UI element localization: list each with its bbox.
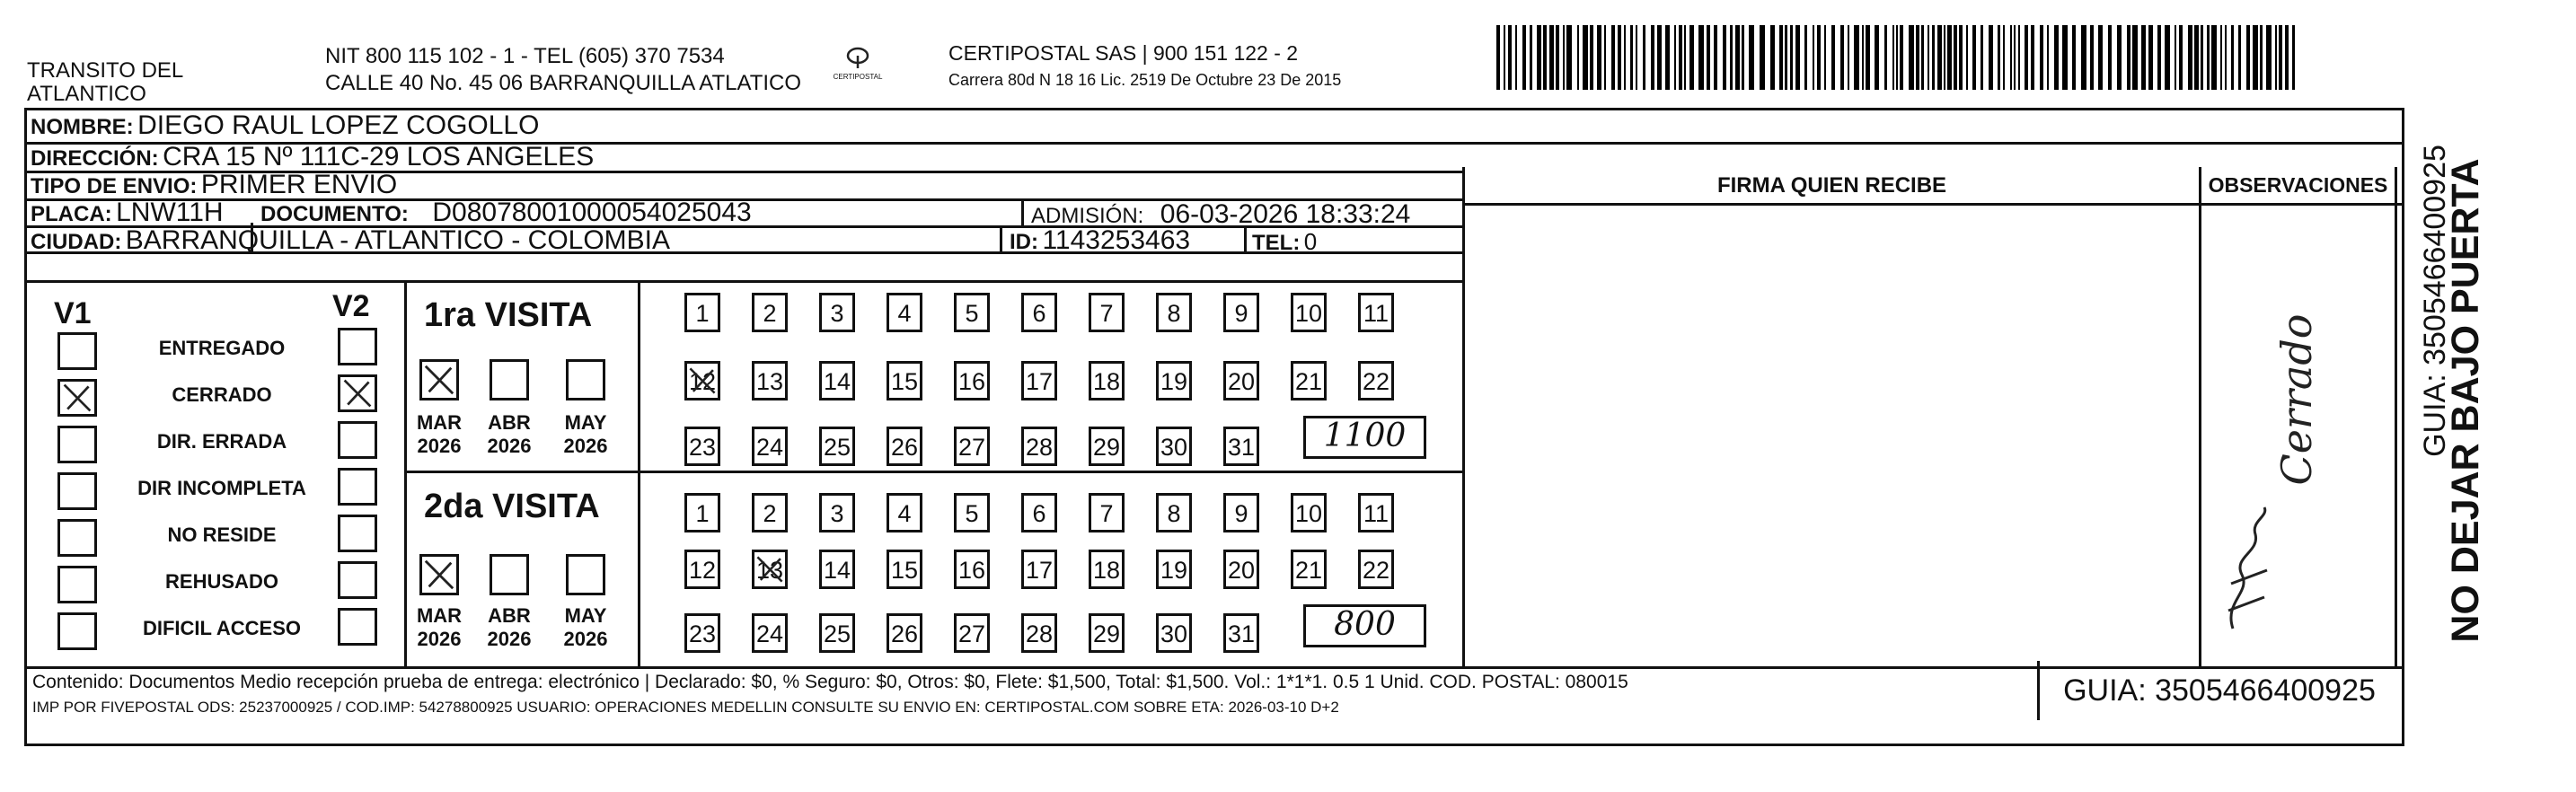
barcode-bar	[2031, 25, 2034, 90]
id-value: 1143253463	[1042, 225, 1191, 255]
visit1-day-box[interactable]: 16	[954, 361, 990, 400]
v1-checkbox[interactable]	[57, 472, 97, 510]
barcode-bar	[2090, 25, 2094, 90]
barcode-bar	[2194, 25, 2199, 90]
barcode-bar	[1760, 25, 1765, 90]
barcode-bar	[1866, 25, 1870, 90]
visit1-month-label	[559, 411, 613, 458]
courier-name: CERTIPOSTAL SAS | 900 151 122 - 2	[948, 41, 1299, 65]
status-option-label: CERRADO	[172, 383, 272, 406]
month-year: 2026	[487, 628, 532, 650]
barcode-bar	[2132, 25, 2138, 90]
admision-label: ADMISIÓN:	[1031, 204, 1144, 228]
barcode-bar	[1698, 25, 1704, 90]
visit1-day-box[interactable]: 25	[819, 427, 855, 466]
barcode-bar	[1981, 25, 1983, 90]
status-option-label: ENTREGADO	[158, 337, 286, 359]
barcode-bar	[1742, 25, 1744, 90]
barcode-bar	[2165, 25, 2170, 90]
barcode-bar	[1862, 25, 1864, 90]
barcode-bar	[2266, 25, 2272, 90]
v2-heading: V2	[332, 289, 370, 323]
barcode-bar	[2072, 25, 2076, 90]
check-mark-icon	[422, 557, 456, 593]
firma-heading: FIRMA QUIEN RECIBE	[1716, 173, 1947, 198]
barcode-bar	[2275, 25, 2277, 90]
barcode-bar	[1630, 25, 1633, 90]
barcode-bar	[1566, 25, 1572, 90]
check-mark-icon	[340, 377, 375, 409]
certipostal-logo	[831, 45, 885, 90]
tel-field	[1252, 228, 1317, 256]
visit2-month-checkbox[interactable]	[490, 554, 529, 595]
visit1-day-box[interactable]: 18	[1089, 361, 1125, 400]
org-nit: NIT 800 115 102 - 1 - TEL (605) 370 7534	[325, 44, 725, 68]
visit1-day-box[interactable]: 13	[752, 361, 788, 400]
barcode-bar	[1537, 25, 1541, 90]
visit2-day-box[interactable]: 12	[684, 550, 720, 589]
barcode-bar	[2220, 25, 2222, 90]
barcode-bar	[1749, 25, 1754, 90]
barcode-bar	[1707, 25, 1710, 90]
placa-label: PLACA:	[31, 202, 112, 226]
visit2-day-box[interactable]: 9	[1223, 493, 1259, 532]
courier-info	[948, 41, 1341, 90]
visit1-day-box[interactable]: 27	[954, 427, 990, 466]
barcode-bar	[1714, 25, 1717, 90]
barcode-bar	[1848, 25, 1849, 90]
visit2-day-box[interactable]: 22	[1358, 550, 1394, 589]
direccion-label: DIRECCIÓN:	[31, 146, 159, 171]
barcode-bar	[2238, 25, 2241, 90]
visit1-day-box[interactable]: 14	[819, 361, 855, 400]
month-year: 2026	[487, 435, 532, 457]
barcode-bar	[1932, 25, 1935, 90]
barcode-bar	[2081, 25, 2086, 90]
barcode-bar	[1604, 25, 1606, 90]
visit2-month-checkbox[interactable]	[566, 554, 605, 595]
tipo-envio-value: PRIMER ENVIO	[200, 170, 398, 199]
visit2-day-box[interactable]: 19	[1156, 550, 1192, 589]
logo-icon	[840, 45, 876, 70]
visit2-day-box[interactable]: 27	[954, 613, 990, 653]
month-name: MAR	[416, 411, 463, 434]
barcode-bar	[2003, 25, 2005, 90]
barcode-bar	[2127, 25, 2130, 90]
observaciones-heading: OBSERVACIONES	[2208, 173, 2388, 197]
barcode-bar	[1522, 25, 1526, 90]
barcode-bar	[2201, 25, 2203, 90]
barcode-bar	[2018, 25, 2020, 90]
v1-checkbox[interactable]	[57, 612, 97, 650]
barcode-bar	[1972, 25, 1976, 90]
barcode-bar	[2188, 25, 2192, 90]
tipo-envio-label: TIPO DE ENVIO:	[31, 174, 198, 198]
barcode-bar	[2246, 25, 2250, 90]
visit2-day-box[interactable]: 17	[1021, 550, 1057, 589]
visit1-day-box[interactable]: 10	[1291, 293, 1327, 332]
visit2-month-label	[482, 604, 536, 651]
visit1-day-box[interactable]: 28	[1021, 427, 1057, 466]
barcode-bar	[1556, 25, 1559, 90]
status-option-label: DIR INCOMPLETA	[137, 477, 306, 499]
month-year: 2026	[417, 628, 462, 650]
visit2-day-box[interactable]: 1	[684, 493, 720, 532]
visit1-day-box[interactable]: 15	[887, 361, 922, 400]
visit2-day-box[interactable]: 7	[1089, 493, 1125, 532]
status-option-label: DIR. ERRADA	[156, 430, 287, 453]
visit2-day-box[interactable]: 6	[1021, 493, 1057, 532]
month-year: 2026	[563, 628, 608, 650]
visit2-day-box[interactable]: 16	[954, 550, 990, 589]
barcode-bar	[2117, 25, 2122, 90]
placa-row	[31, 198, 224, 228]
visit1-time[interactable]: 1100	[1303, 416, 1426, 459]
documento-label: DOCUMENTO:	[260, 202, 409, 226]
tel-value: 0	[1303, 228, 1318, 255]
barcode-bar	[1515, 25, 1517, 90]
barcode-bar	[2175, 25, 2176, 90]
visit2-day-box[interactable]: 23	[684, 613, 720, 653]
visit1-month-label	[412, 411, 466, 458]
v1-checkbox[interactable]	[57, 519, 97, 557]
direccion-row	[31, 142, 594, 172]
barcode-bar	[1657, 25, 1662, 90]
admision-value: 06-03-2026 18:33:24	[1160, 199, 1411, 229]
barcode-bar	[2108, 25, 2112, 90]
barcode-bar	[1817, 25, 1821, 90]
visit1-day-box[interactable]: 1	[684, 293, 720, 332]
visit1-day-box[interactable]: 11	[1358, 293, 1394, 332]
barcode-bar	[2047, 25, 2049, 90]
barcode-bar	[1954, 25, 1957, 90]
visit1-day-box[interactable]: 2	[752, 293, 788, 332]
visit1-day-box[interactable]: 9	[1223, 293, 1259, 332]
visit1-day-box[interactable]: 8	[1156, 293, 1192, 332]
visit2-day-box[interactable]: 8	[1156, 493, 1192, 532]
visit1-month-label	[482, 411, 536, 458]
visit2-day-box[interactable]: 24	[752, 613, 788, 653]
visit2-month-checkbox[interactable]	[419, 554, 459, 595]
barcode-bar	[1875, 25, 1879, 90]
barcode-bar	[1937, 25, 1942, 90]
barcode-bar	[1892, 25, 1894, 90]
month-name: MAY	[564, 604, 607, 627]
barcode-bar	[1795, 25, 1800, 90]
observation-scribble	[2215, 503, 2287, 638]
barcode-bar	[2225, 25, 2227, 90]
visit1-heading: 1ra VISITA	[424, 296, 593, 334]
barcode-bar	[1735, 25, 1740, 90]
visit2-day-box[interactable]: 28	[1021, 613, 1057, 653]
barcode-bar	[1947, 25, 1952, 90]
signature-area[interactable]	[1465, 206, 2199, 666]
barcode-bar	[2040, 25, 2043, 90]
id-label: ID:	[1010, 230, 1038, 254]
barcode-bar	[2025, 25, 2028, 90]
barcode-bar	[1730, 25, 1733, 90]
month-year: 2026	[563, 435, 608, 457]
barcode-bar	[1689, 25, 1694, 90]
barcode-bar	[1804, 25, 1807, 90]
footer-imp: IMP POR FIVEPOSTAL ODS: 25237000925 / COD.IMP: 54278800925 USUARIO: OPERACIONES MEDELLIN CONSULTE SU ENVIO EN: CERTIPOSTAL.COM SOBRE ETA: 2026-03-10 D+2	[32, 699, 1339, 716]
visit1-month-checkbox[interactable]	[419, 359, 459, 400]
nombre-value: DIEGO RAUL LOPEZ COGOLLO	[137, 110, 540, 140]
barcode-bar	[1508, 25, 1512, 90]
barcode-bar	[1966, 25, 1968, 90]
visit2-day-box[interactable]: 21	[1291, 550, 1327, 589]
barcode-bar	[1998, 25, 2000, 90]
barcode-bar	[1785, 25, 1787, 90]
barcode-bar	[1824, 25, 1826, 90]
v1-checkbox[interactable]	[57, 426, 97, 463]
v2-checkbox[interactable]	[338, 421, 377, 459]
barcode-bar	[1577, 25, 1579, 90]
visit2-day-box[interactable]: 20	[1223, 550, 1259, 589]
barcode	[1496, 25, 2305, 90]
visit1-day-box[interactable]: 17	[1021, 361, 1057, 400]
side-guia: GUIA: 3505466400925	[2418, 145, 2452, 457]
barcode-bar	[2260, 25, 2263, 90]
barcode-bar	[1896, 25, 1898, 90]
visit1-day-box[interactable]: 6	[1021, 293, 1057, 332]
barcode-bar	[1665, 25, 1670, 90]
tel-label: TEL:	[1252, 231, 1301, 255]
barcode-bar	[1530, 25, 1532, 90]
visit2-day-box[interactable]: 30	[1156, 613, 1192, 653]
logo-text: CERTIPOSTAL	[833, 73, 883, 81]
visit2-month-label	[559, 604, 613, 651]
v2-checkbox[interactable]	[338, 515, 377, 552]
check-mark-icon	[687, 364, 718, 398]
barcode-bar	[1504, 25, 1505, 90]
barcode-bar	[1679, 25, 1682, 90]
barcode-bar	[1549, 25, 1554, 90]
documento-value: D08078001000054025043	[432, 198, 752, 227]
nombre-label: NOMBRE:	[31, 115, 134, 139]
barcode-bar	[1590, 25, 1593, 90]
month-name: ABR	[488, 411, 531, 434]
barcode-bar	[1928, 25, 1929, 90]
barcode-bar	[2098, 25, 2103, 90]
barcode-bar	[1840, 25, 1844, 90]
barcode-bar	[1770, 25, 1775, 90]
barcode-bar	[2141, 25, 2146, 90]
barcode-bar	[1543, 25, 1547, 90]
barcode-bar	[2292, 25, 2295, 90]
barcode-bar	[1779, 25, 1783, 90]
v2-checkbox[interactable]	[338, 468, 377, 506]
v2-checkbox[interactable]	[338, 328, 377, 365]
visit2-day-box[interactable]: 29	[1089, 613, 1125, 653]
visit1-month-checkbox[interactable]	[490, 359, 529, 400]
barcode-bar	[2211, 25, 2217, 90]
visit2-day-box[interactable]: 18	[1089, 550, 1125, 589]
barcode-bar	[1959, 25, 1963, 90]
ciudad-value: BARRANQUILLA - ATLANTICO - COLOMBIA	[125, 225, 671, 255]
visit1-day-box[interactable]: 21	[1291, 361, 1327, 400]
v2-checkbox[interactable]	[338, 608, 377, 646]
v1-heading: V1	[54, 296, 92, 330]
visit2-day-box[interactable]: 5	[954, 493, 990, 532]
visit2-day-box[interactable]: 10	[1291, 493, 1327, 532]
visit1-day-box[interactable]: 20	[1223, 361, 1259, 400]
visit1-day-box[interactable]: 19	[1156, 361, 1192, 400]
barcode-bar	[2253, 25, 2258, 90]
v1-checkbox[interactable]	[57, 379, 97, 417]
visit2-day-box[interactable]: 31	[1223, 613, 1259, 653]
barcode-bar	[1563, 25, 1565, 90]
documento-field	[260, 198, 752, 228]
visit2-day-box[interactable]: 11	[1358, 493, 1394, 532]
visit2-day-box[interactable]: 13	[752, 550, 788, 589]
barcode-bar	[1944, 25, 1945, 90]
barcode-bar	[2231, 25, 2234, 90]
visit1-day-box[interactable]: 31	[1223, 427, 1259, 466]
barcode-bar	[1723, 25, 1726, 90]
barcode-bar	[1916, 25, 1919, 90]
barcode-bar	[1624, 25, 1626, 90]
barcode-bar	[1884, 25, 1887, 90]
barcode-bar	[1618, 25, 1621, 90]
status-option-label: DIFICIL ACCESO	[142, 617, 301, 639]
barcode-bar	[2010, 25, 2012, 90]
barcode-bar	[1900, 25, 1903, 90]
footer-contents: Contenido: Documentos Medio recepción prueba de entrega: electrónico | Declarado: $0, % Seguro: $0, Otros: $0, Flete: $1,500, Total: $1,500. Vol.: 1*1*1. 0.5 1 Unid. COD. POSTAL: 080015	[32, 672, 1628, 692]
barcode-bar	[1790, 25, 1793, 90]
barcode-bar	[1831, 25, 1835, 90]
visit2-day-box[interactable]: 3	[819, 493, 855, 532]
ciudad-label: CIUDAD:	[31, 230, 122, 254]
nombre-row	[31, 110, 539, 141]
visit1-day-box[interactable]: 22	[1358, 361, 1394, 400]
org-line-2: ATLANTICO	[27, 82, 146, 106]
barcode-bar	[1813, 25, 1814, 90]
visit2-month-label	[412, 604, 466, 651]
barcode-bar	[2207, 25, 2210, 90]
month-name: MAR	[416, 604, 463, 627]
barcode-bar	[2285, 25, 2289, 90]
v2-checkbox[interactable]	[338, 561, 377, 599]
barcode-bar	[1583, 25, 1588, 90]
barcode-bar	[1921, 25, 1924, 90]
barcode-bar	[1597, 25, 1601, 90]
visit1-day-box[interactable]: 7	[1089, 293, 1125, 332]
visit1-month-checkbox[interactable]	[566, 359, 605, 400]
v2-checkbox[interactable]	[338, 374, 377, 412]
visit2-day-box[interactable]: 26	[887, 613, 922, 653]
direccion-value: CRA 15 Nº 111C-29 LOS ANGELES	[163, 142, 595, 172]
visit2-day-box[interactable]: 14	[819, 550, 855, 589]
visit1-day-box[interactable]: 23	[684, 427, 720, 466]
courier-address: Carrera 80d N 18 16 Lic. 2519 De Octubre 23 De 2015	[948, 71, 1342, 89]
check-mark-icon	[754, 552, 785, 586]
tipo-envio-row	[31, 170, 397, 200]
barcode-bar	[2179, 25, 2183, 90]
status-option-label: NO RESIDE	[167, 524, 277, 546]
visit2-time[interactable]: 800	[1303, 604, 1426, 647]
v1-checkbox[interactable]	[57, 566, 97, 603]
month-year: 2026	[417, 435, 462, 457]
id-field	[1010, 225, 1190, 256]
barcode-bar	[1684, 25, 1686, 90]
barcode-bar	[1674, 25, 1676, 90]
visit2-day-box[interactable]: 4	[887, 493, 922, 532]
org-contact	[325, 45, 801, 95]
visit1-day-box[interactable]: 24	[752, 427, 788, 466]
barcode-bar	[2062, 25, 2068, 90]
check-mark-icon	[422, 362, 456, 398]
organization-name	[27, 59, 183, 106]
barcode-bar	[1909, 25, 1914, 90]
org-line-1: TRANSITO DEL	[27, 58, 184, 83]
barcode-bar	[1989, 25, 1993, 90]
footer-guia: GUIA: 3505466400925	[2063, 673, 2376, 708]
barcode-bar	[1611, 25, 1615, 90]
barcode-bar	[1854, 25, 1859, 90]
v1-checkbox[interactable]	[57, 332, 97, 370]
barcode-bar	[1651, 25, 1654, 90]
visit2-heading: 2da VISITA	[424, 488, 600, 525]
barcode-bar	[2014, 25, 2016, 90]
barcode-bar	[2157, 25, 2161, 90]
observation-handwriting: Cerrado	[2272, 313, 2321, 486]
barcode-bar	[2054, 25, 2059, 90]
visit1-day-box[interactable]: 5	[954, 293, 990, 332]
visit2-day-box[interactable]: 2	[752, 493, 788, 532]
visit2-day-box[interactable]: 15	[887, 550, 922, 589]
placa-value: LNW11H	[116, 198, 224, 227]
no-dejar-warning: NO DEJAR BAJO PUERTA	[2444, 158, 2487, 643]
barcode-bar	[1643, 25, 1645, 90]
barcode-bar	[1496, 25, 1500, 90]
barcode-bar	[1636, 25, 1637, 90]
org-address: CALLE 40 No. 45 06 BARRANQUILLA ATLATICO	[325, 71, 802, 95]
visit1-day-box[interactable]: 4	[887, 293, 922, 332]
visit1-day-box[interactable]: 26	[887, 427, 922, 466]
visit1-day-box[interactable]: 3	[819, 293, 855, 332]
barcode-bar	[2148, 25, 2153, 90]
visit1-day-box[interactable]: 30	[1156, 427, 1192, 466]
ciudad-row	[31, 225, 670, 256]
check-mark-icon	[60, 382, 94, 414]
visit1-day-box[interactable]: 12	[684, 361, 720, 400]
visit1-day-box[interactable]: 29	[1089, 427, 1125, 466]
month-name: MAY	[564, 411, 607, 434]
month-name: ABR	[488, 604, 531, 627]
barcode-bar	[2279, 25, 2282, 90]
visit2-day-box[interactable]: 25	[819, 613, 855, 653]
status-option-label: REHUSADO	[165, 570, 278, 593]
